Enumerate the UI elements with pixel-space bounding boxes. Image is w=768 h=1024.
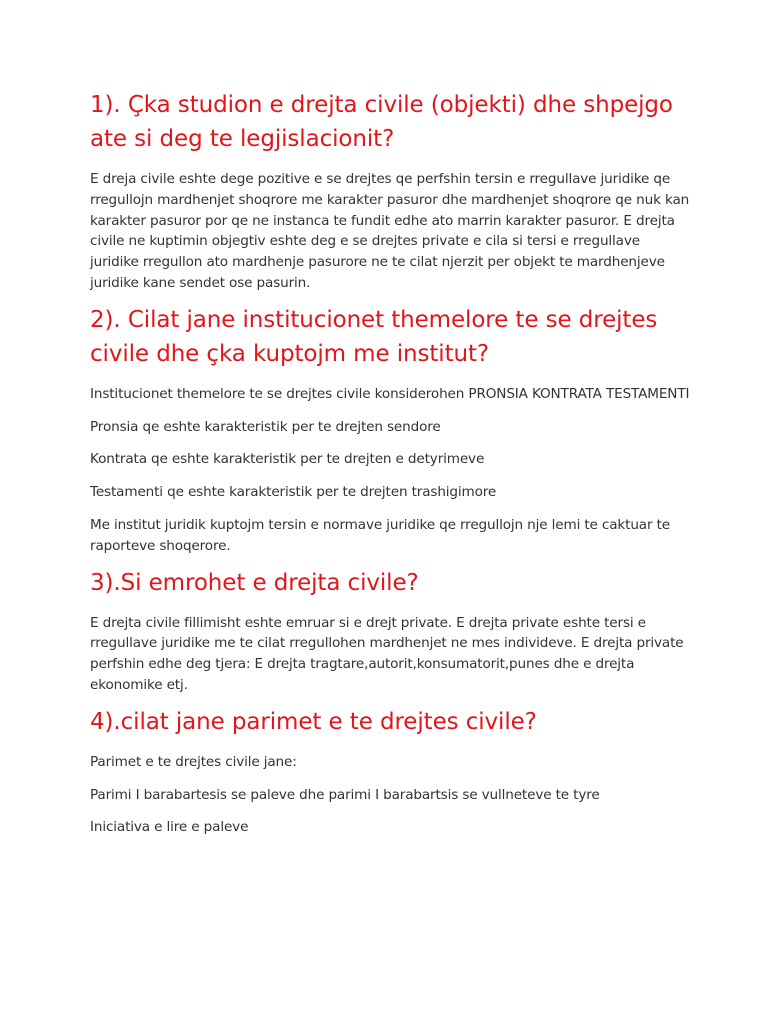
paragraph-3-1: E drejta civile fillimisht eshte emruar si e drejt private. E drejta private eshte tersi e rregullave juridike me te cilat rregullohen mardhenjet ne mes individeve. E drejta private perfshin edhe deg tjera: E drejta tragtare,autorit,konsumatorit,punes dhe e drejta ekonomike etj. — [90, 614, 684, 693]
paragraph-4-1: Parimet e te drejtes civile jane: — [90, 753, 297, 770]
heading-question-4: 4).cilat jane parimet e te drejtes civile? — [90, 708, 537, 735]
paragraph-2-3: Kontrata qe eshte karakteristik per te drejten e detyrimeve — [90, 451, 485, 468]
heading-question-3: 3).Si emrohet e drejta civile? — [90, 569, 419, 596]
paragraph-2-1: Institucionet themelore te se drejtes civile konsiderohen PRONSIA KONTRATA TESTAMENTI — [90, 385, 690, 402]
document-page — [90, 88, 690, 838]
heading-question-1: 1). Çka studion e drejta civile (objekti) dhe shpejgo ate si deg te legjislacionit? — [90, 92, 673, 152]
paragraph-2-4: Testamenti qe eshte karakteristik per te drejten trashigimore — [90, 484, 497, 501]
paragraph-4-3: Iniciativa e lire e paleve — [90, 819, 249, 836]
paragraph-4-2: Parimi I barabartesis se paleve dhe parimi I barabartsis se vullneteve te tyre — [90, 786, 600, 803]
paragraph-2-2: Pronsia qe eshte karakteristik per te drejten sendore — [90, 418, 441, 435]
paragraph-1-1: E dreja civile eshte dege pozitive e se drejtes qe perfshin tersin e rregullave juridike qe rregullojn mardhenjet shoqrore me karakter pasuror dhe mardhenjet shoqrore qe nuk kan karakter pasuror por qe ne instanca te fundit edhe ato marrin karakter pasuror. E drejta civile ne kuptimin objegtiv eshte deg e se drejtes private e cila si tersi e rregullave juridike rregullon ato mardhenje pasurore ne te cilat njerzit per objekt te mardhenjeve juridike kane sendet ose pasurin. — [90, 171, 690, 291]
heading-question-2: 2). Cilat jane institucionet themelore te se drejtes civile dhe çka kuptojm me institut? — [90, 306, 658, 367]
paragraph-2-5: Me institut juridik kuptojm tersin e normave juridike qe rregullojn nje lemi te caktuar te raporteve shoqerore. — [90, 516, 670, 554]
